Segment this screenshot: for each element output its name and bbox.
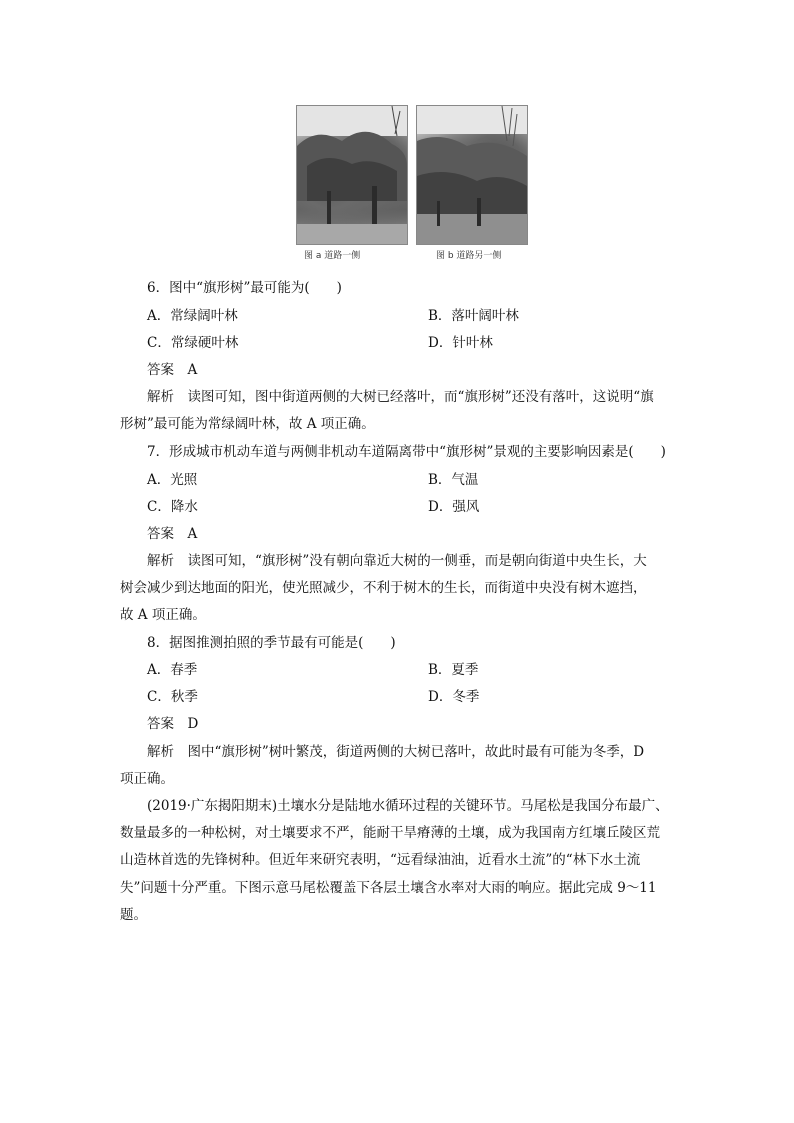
tree-photo-b-image bbox=[417, 106, 527, 244]
passage-line-1: (2019·广东揭阳期末)土壤水分是陆地水循环过程的关键环节。马尾松是我国分布最广、 bbox=[147, 798, 669, 814]
q6-option-d: D．针叶林 bbox=[428, 335, 493, 351]
figure bbox=[296, 105, 526, 263]
q8-option-d: D．冬季 bbox=[428, 689, 480, 705]
q8-option-a: A．春季 bbox=[147, 662, 198, 678]
q8-analysis-line-2: 项正确。 bbox=[120, 771, 174, 787]
q6-option-a: A．常绿阔叶林 bbox=[147, 308, 238, 324]
caption-a: 图 a 道路一侧 bbox=[304, 251, 361, 261]
q6-analysis-line-1: 解析 读图可知，图中街道两侧的大树已经落叶，而“旗形树”还没有落叶，这说明“旗 bbox=[147, 389, 654, 405]
q8-option-c: C．秋季 bbox=[147, 689, 198, 705]
passage-line-4: 失”问题十分严重。下图示意马尾松覆盖下各层土壤含水率对大雨的响应。据此完成 9～11 bbox=[120, 880, 657, 896]
q6-option-c: C．常绿硬叶林 bbox=[147, 335, 239, 351]
passage-line-3: 山造林首选的先锋树种。但近年来研究表明，“远看绿油油，近看水土流”的“林下水土流 bbox=[120, 852, 641, 868]
q7-option-b: B．气温 bbox=[428, 472, 479, 488]
caption-b: 图 b 道路另一侧 bbox=[436, 251, 502, 261]
q7-stem: 7．形成城市机动车道与两侧非机动车道隔离带中“旗形树”景观的主要影响因素是( ) bbox=[147, 444, 666, 460]
passage-line-2: 数量最多的一种松树，对土壤要求不严，能耐干旱瘠薄的土壤，成为我国南方红壤丘陵区荒 bbox=[120, 825, 660, 841]
passage-line-5: 题。 bbox=[120, 907, 147, 923]
q6-analysis-line-2: 形树”最可能为常绿阔叶林，故 A 项正确。 bbox=[120, 416, 375, 432]
q6-option-b: B．落叶阔叶林 bbox=[428, 308, 519, 324]
q7-analysis-line-3: 故 A 项正确。 bbox=[120, 607, 206, 623]
q7-analysis-line-1: 解析 读图可知，“旗形树”没有朝向靠近大树的一侧垂，而是朝向街道中央生长，大 bbox=[147, 553, 647, 569]
photo-road-side-a bbox=[296, 105, 408, 245]
q6-stem: 6．图中“旗形树”最可能为( ) bbox=[147, 280, 342, 296]
q7-option-a: A．光照 bbox=[147, 472, 198, 488]
q7-answer: 答案 A bbox=[147, 526, 198, 542]
tree-photo-a-image bbox=[297, 106, 407, 244]
q7-option-d: D．强风 bbox=[428, 499, 480, 515]
photo-road-side-b bbox=[416, 105, 528, 245]
q8-option-b: B．夏季 bbox=[428, 662, 479, 678]
q8-analysis-line-1: 解析 图中“旗形树”树叶繁茂，街道两侧的大树已落叶，故此时最有可能为冬季，D bbox=[147, 744, 645, 760]
q7-option-c: C．降水 bbox=[147, 499, 198, 515]
q7-analysis-line-2: 树会减少到达地面的阳光，使光照减少，不利于树木的生长，而街道中央没有树木遮挡， bbox=[120, 580, 647, 596]
q6-answer: 答案 A bbox=[147, 362, 198, 378]
q8-answer: 答案 D bbox=[147, 716, 199, 732]
q8-stem: 8．据图推测拍照的季节最有可能是( ) bbox=[147, 635, 396, 651]
